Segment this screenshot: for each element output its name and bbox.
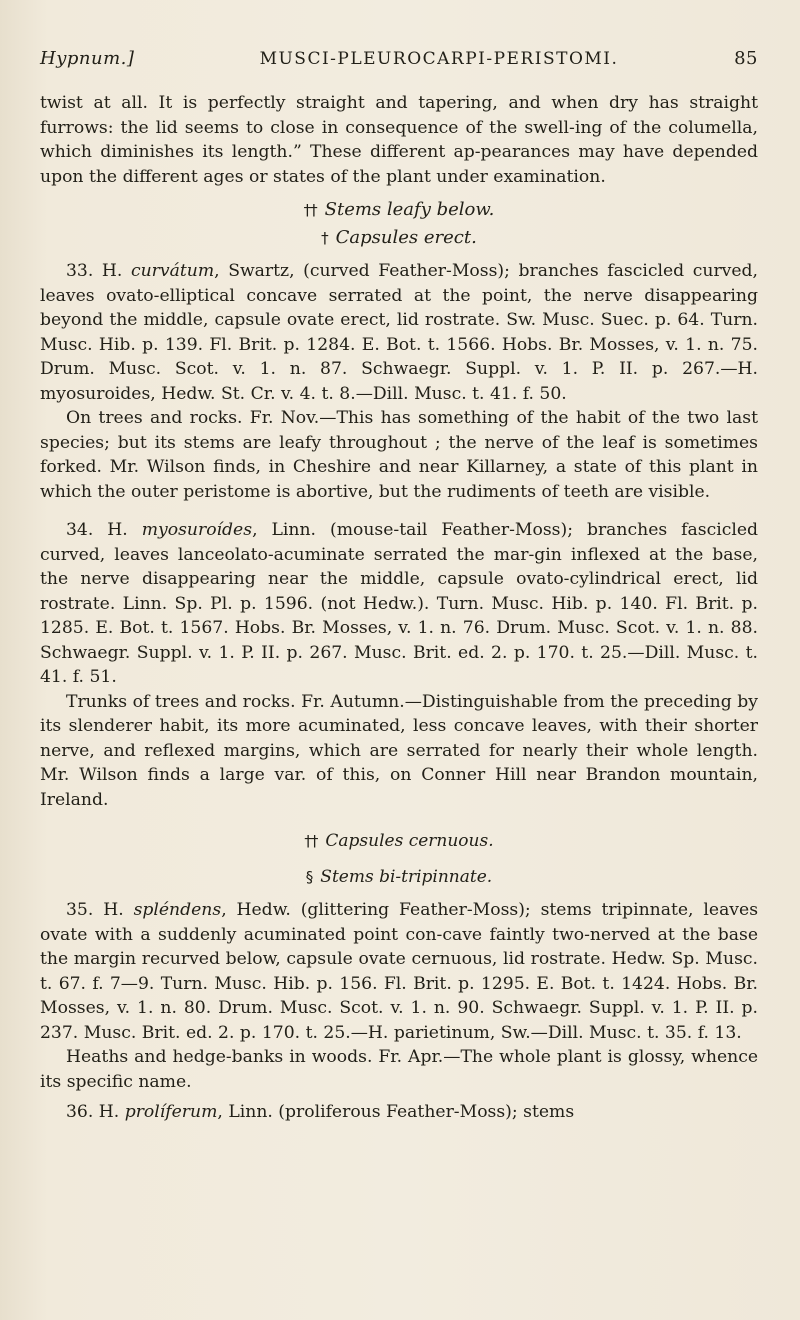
species-36-description [40, 1100, 758, 1125]
species-35-text: , Hedw. (glittering Feather-Moss); stems tripinnate, leaves ovate with a suddenly acuminated point con-cave faintly two-nerved at the base the margin recurved below, capsule ovate cernuous, lid rostrate. Hedw. Sp. Musc. t. 67. f. 7—9. Turn. Musc. Hib. p. 156. Fl. Brit. p. 1295. E. Bot. t. 1424. Hobs. Br. Mosses, v. 1. n. 80. Drum. Musc. Scot. v. 1. n. 90. Schwaegr. Suppl. v. 1. P. II. p. 237. Musc. Brit. ed. 2. p. 170. t. 25.—H. parietinum, Sw.—Dill. Musc. t. 35. f. 13. [40, 900, 759, 1043]
double-dagger-symbol: †† [304, 832, 318, 850]
heading-capsules-erect-text: Capsules erect. [335, 227, 477, 248]
species-33-text: , Swartz, (curved Feather-Moss); branches fascicled curved, leaves ovato-elliptical concave serrated at the point, the nerve disappearing beyond the middle, capsule ovate erect, lid rostrate. Sw. Musc. Suec. p. 64. Turn. Musc. Hib. p. 139. Fl. Brit. p. 1284. E. Bot. t. 1566. Hobs. Br. Mosses, v. 1. n. 75. Drum. Musc. Scot. v. 1. n. 87. Schwaegr. Suppl. v. 1. P. II. p. 267.—H. myosuroides, Hedw. St. Cr. v. 4. t. 8.—Dill. Musc. t. 41. f. 50. [40, 261, 759, 404]
heading-stems-leafy [40, 197, 758, 223]
dagger-symbol: † [321, 229, 328, 247]
heading-capsules-cernuous [40, 828, 758, 854]
species-34-name: myosuroídes [141, 520, 253, 540]
heading-stems-tripinnate-text: Stems bi-tripinnate. [320, 867, 493, 887]
species-35-number: 35. H. [66, 900, 124, 920]
species-33-number: 33. H. [66, 261, 123, 281]
species-36-name: prolíferum [124, 1102, 218, 1122]
running-head-title: MUSCI-PLEUROCARPI-PERISTOMI. [259, 49, 619, 69]
species-33-description [40, 259, 758, 406]
heading-stems-tripinnate [40, 864, 758, 890]
species-36-number: 36. H. [66, 1102, 120, 1122]
species-35-name: spléndens [133, 900, 222, 920]
species-34-description [40, 518, 758, 690]
section-symbol: § [305, 868, 313, 886]
species-34-text: , Linn. (mouse-tail Feather-Moss); branches fascicled curved, leaves lanceolato-acuminate serrated the mar-gin inflexed at the base, the nerve disappearing near the middle, capsule ovato-cylindrical erect, lid rostrate. Linn. Sp. Pl. p. 1596. (not Hedw.). Turn. Musc. Hib. p. 140. Fl. Brit. p. 1285. E. Bot. t. 1567. Hobs. Br. Mosses, v. 1. n. 76. Drum. Musc. Scot. v. 1. n. 88. Schwaegr. Suppl. v. 1. P. II. p. 267. Musc. Brit. ed. 2. p. 170. t. 25.—Dill. Musc. t. 41. f. 51. [40, 520, 759, 687]
species-35-habitat: Heaths and hedge-banks in woods. Fr. Apr.—The whole plant is glossy, whence its specific name. [40, 1047, 758, 1092]
heading-capsules-erect [40, 225, 758, 251]
double-dagger-symbol: †† [303, 201, 317, 219]
species-34-number: 34. H. [66, 520, 128, 540]
species-34-habitat: Trunks of trees and rocks. Fr. Autumn.—Distinguishable from the preceding by its slenderer habit, its more acuminated, less concave leaves, with their shorter nerve, and reflexed margins, which are serrated for nearly their whole length. Mr. Wilson finds a large var. of this, on Conner Hill near Brandon mountain, Ireland. [40, 691, 758, 810]
page-number: 85 [734, 48, 758, 69]
species-36-text: , Linn. (proliferous Feather-Moss); stems [217, 1102, 575, 1122]
heading-stems-leafy-text: Stems leafy below. [324, 199, 495, 220]
heading-capsules-cernuous-text: Capsules cernuous. [325, 831, 494, 851]
opening-paragraph: twist at all. It is perfectly straight and tapering, and when dry has straight furrows: the lid seems to close in consequence of the swell-ing of the columella, which diminishes its length.” These different ap-pearances may have depended upon the different ages or states of the plant under examination. [40, 93, 758, 187]
running-head [40, 48, 758, 69]
species-35-description [40, 898, 758, 1045]
running-head-genus: Hypnum.] [40, 48, 135, 69]
species-33-habitat: On trees and rocks. Fr. Nov.—This has something of the habit of the two last species; but its stems are leafy throughout ; the nerve of the leaf is sometimes forked. Mr. Wilson finds, in Cheshire and near Killarney, a state of this plant in which the outer peristome is abortive, but the rudiments of teeth are visible. [40, 408, 758, 502]
species-33-name: curvátum [130, 261, 215, 281]
